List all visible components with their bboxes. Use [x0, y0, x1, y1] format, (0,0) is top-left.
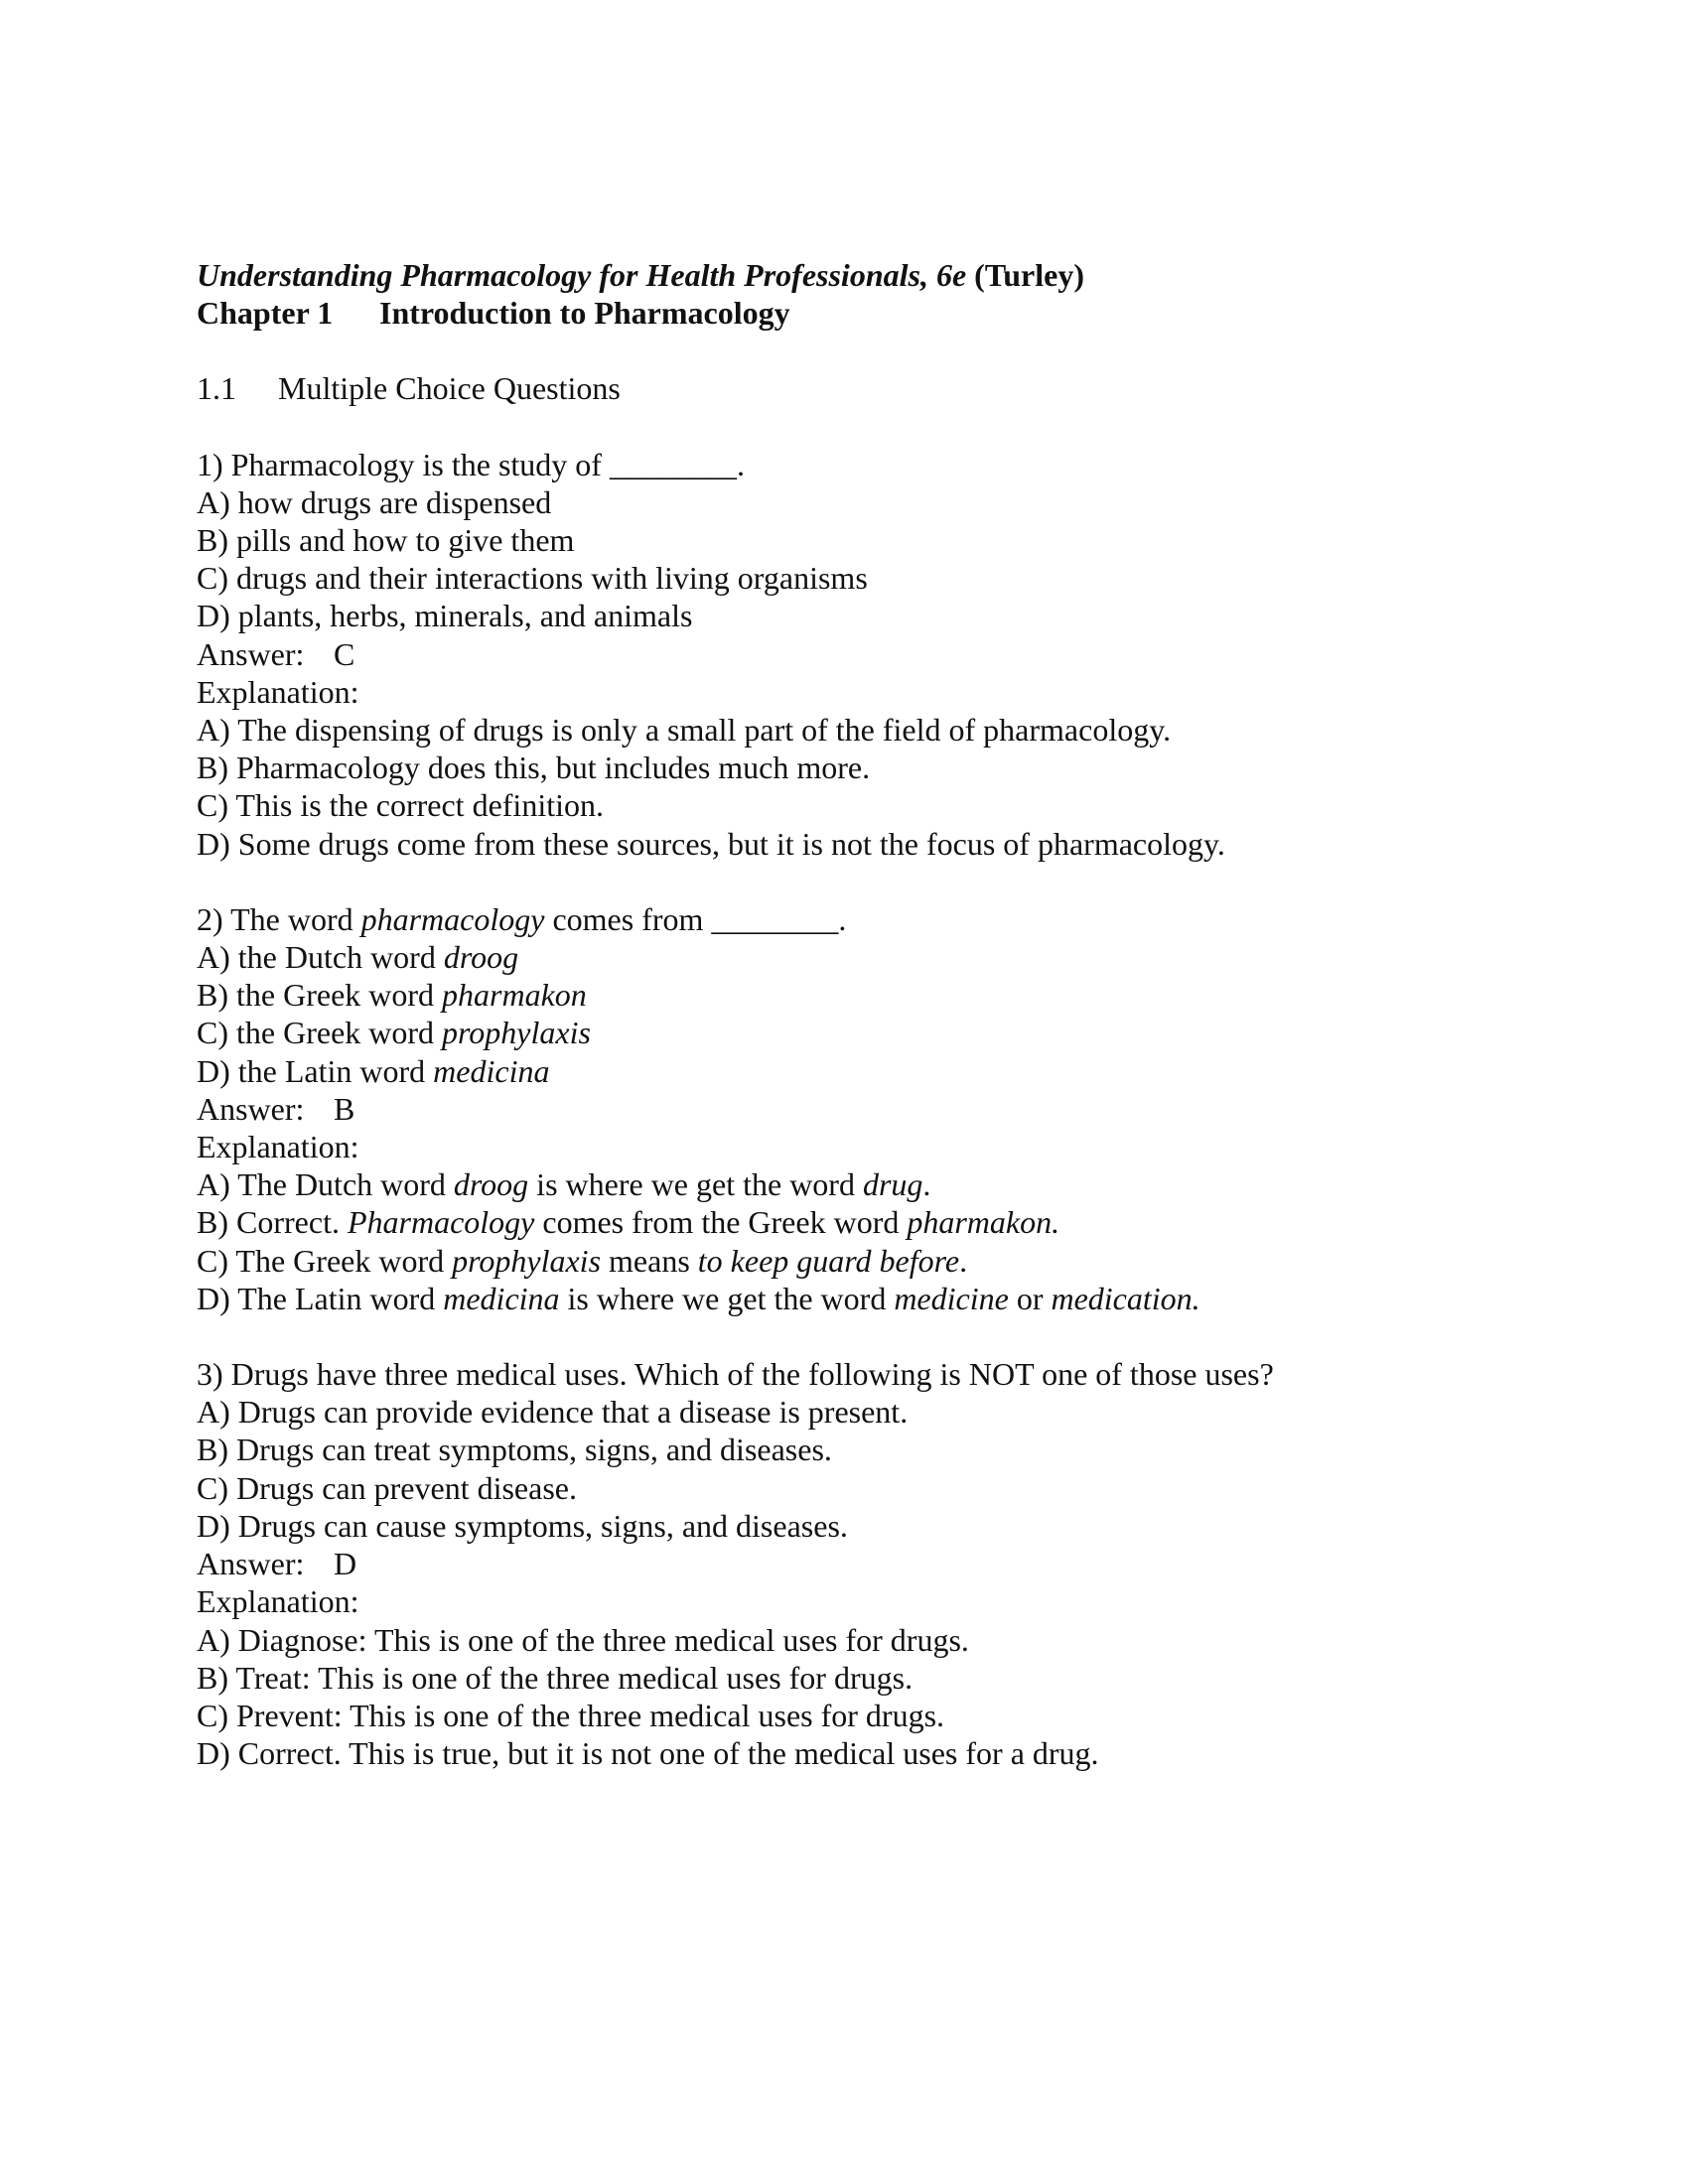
option-b: B) pills and how to give them — [197, 522, 575, 559]
answer-value: C — [334, 635, 355, 672]
book-title-line — [197, 256, 1527, 294]
explanation-d: D) Correct. This is true, but it is not one of the medical uses for a drug. — [197, 1735, 1099, 1772]
section-heading — [197, 369, 1527, 407]
section-number: 1.1 — [197, 370, 236, 407]
answer-label: Answer: — [197, 1090, 305, 1127]
answer-value: D — [334, 1546, 357, 1582]
answer-label: Answer: — [197, 635, 305, 672]
chapter-number: Chapter 1 — [197, 295, 334, 332]
expl-text: C) The Greek word — [197, 1242, 453, 1279]
option-italic: droog — [443, 939, 519, 976]
expl-italic: prophylaxis — [452, 1242, 602, 1279]
expl-text: A) The Dutch word — [197, 1166, 454, 1203]
expl-text: is where we get the word — [559, 1280, 895, 1316]
explanation-c — [197, 1242, 1527, 1280]
option-text: C) the Greek word — [197, 1015, 443, 1051]
answer-line — [197, 1090, 1527, 1128]
option-c: C) drugs and their interactions with living organisms — [197, 560, 868, 597]
expl-italic: to keep guard before — [697, 1242, 960, 1279]
stem-italic: pharmacology — [360, 900, 545, 937]
answer-label: Answer: — [197, 1546, 305, 1582]
book-title: Understanding Pharmacology for Health Professionals, 6e — [197, 257, 967, 293]
expl-text: B) Correct. — [197, 1204, 348, 1241]
answer-line — [197, 635, 1527, 673]
option-text: A) the Dutch word — [197, 939, 444, 976]
chapter-heading — [197, 294, 1527, 332]
option-c: C) Drugs can prevent disease. — [197, 1469, 577, 1506]
option-d: D) Drugs can cause symptoms, signs, and diseases. — [197, 1507, 848, 1544]
explanation-a: A) Diagnose: This is one of the three medical uses for drugs. — [197, 1621, 969, 1658]
stem-text: comes from ________. — [544, 900, 847, 937]
expl-italic: medicine — [894, 1280, 1009, 1316]
question-stem: 1) Pharmacology is the study of ________. — [197, 446, 745, 482]
explanation-b: B) Treat: This is one of the three medical uses for drugs. — [197, 1659, 914, 1696]
expl-text: means — [601, 1242, 698, 1279]
expl-text: comes from the Greek word — [534, 1204, 908, 1241]
chapter-title: Introduction to Pharmacology — [379, 295, 790, 332]
option-text: D) the Latin word — [197, 1052, 434, 1089]
expl-text: or — [1008, 1280, 1052, 1316]
answer-value: B — [334, 1090, 355, 1127]
book-author: (Turley) — [974, 257, 1084, 293]
stem-text: 2) The word — [197, 900, 361, 937]
option-d — [197, 1052, 1527, 1090]
question-1 — [197, 446, 1527, 863]
document-page — [197, 256, 1527, 1772]
option-d: D) plants, herbs, minerals, and animals — [197, 598, 693, 634]
expl-italic: Pharmacology — [347, 1204, 535, 1241]
option-b: B) Drugs can treat symptoms, signs, and diseases. — [197, 1432, 832, 1468]
question-2 — [197, 900, 1527, 1317]
expl-italic: medicina — [443, 1280, 560, 1316]
expl-italic: droog — [453, 1166, 529, 1203]
question-stem: 3) Drugs have three medical uses. Which of the following is NOT one of those uses? — [197, 1356, 1274, 1393]
explanation-c: C) This is the correct definition. — [197, 787, 604, 824]
explanation-a: A) The dispensing of drugs is only a small part of the field of pharmacology. — [197, 712, 1172, 749]
expl-text: . — [922, 1166, 931, 1203]
answer-line — [197, 1545, 1527, 1582]
expl-text: is where we get the word — [528, 1166, 863, 1203]
question-3 — [197, 1355, 1527, 1772]
option-b — [197, 976, 1527, 1014]
explanation-a — [197, 1165, 1527, 1203]
option-italic: pharmakon — [442, 977, 587, 1014]
explanation-label: Explanation: — [197, 673, 359, 710]
explanation-d: D) Some drugs come from these sources, but it is not the focus of pharmacology. — [197, 825, 1225, 862]
expl-italic: drug — [862, 1166, 923, 1203]
question-stem — [197, 900, 1527, 938]
section-title: Multiple Choice Questions — [278, 370, 621, 407]
explanation-label: Explanation: — [197, 1583, 359, 1620]
expl-text: . — [959, 1242, 968, 1279]
option-c — [197, 1014, 1527, 1051]
option-text: B) the Greek word — [197, 977, 443, 1014]
explanation-d — [197, 1280, 1527, 1317]
option-a: A) Drugs can provide evidence that a disease is present. — [197, 1394, 909, 1431]
expl-italic: medication. — [1051, 1280, 1200, 1316]
option-a: A) how drugs are dispensed — [197, 483, 552, 520]
option-italic: medicina — [433, 1052, 550, 1089]
explanation-label: Explanation: — [197, 1129, 359, 1165]
expl-text: D) The Latin word — [197, 1280, 444, 1316]
expl-italic: pharmakon. — [907, 1204, 1060, 1241]
option-a — [197, 938, 1527, 976]
explanation-b — [197, 1203, 1527, 1241]
option-italic: prophylaxis — [442, 1015, 591, 1051]
explanation-b: B) Pharmacology does this, but includes much more. — [197, 750, 871, 786]
explanation-c: C) Prevent: This is one of the three medical uses for drugs. — [197, 1697, 945, 1733]
